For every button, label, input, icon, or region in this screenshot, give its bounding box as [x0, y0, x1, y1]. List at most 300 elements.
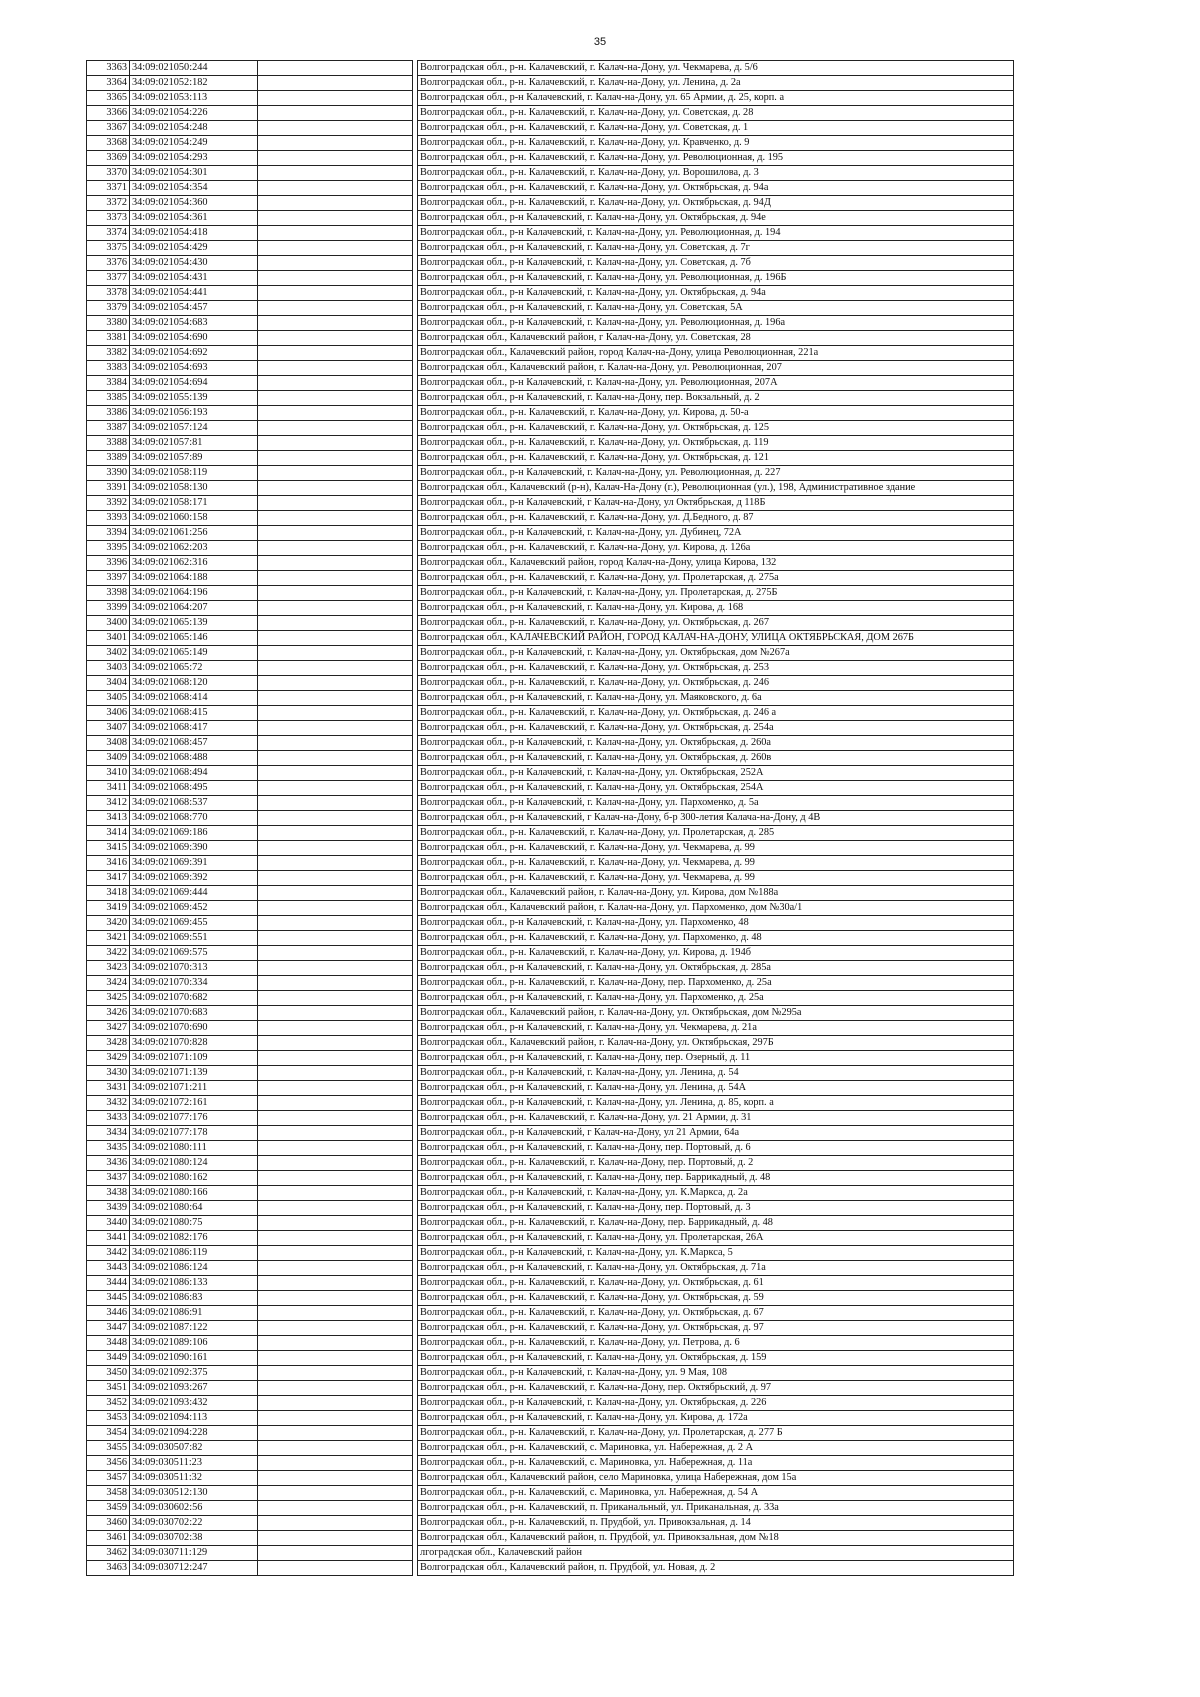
empty-cell	[258, 1171, 413, 1186]
row-number-cell: 3446	[87, 1306, 130, 1321]
row-number-cell: 3440	[87, 1216, 130, 1231]
address-cell: Волгоградская обл., р-н. Калачевский, г. Калач-на-Дону, ул. Кирова, д. 126а	[418, 541, 1014, 556]
cadastral-number-cell: 34:09:030511:32	[130, 1471, 258, 1486]
row-number-cell: 3429	[87, 1051, 130, 1066]
table-row	[87, 376, 1165, 391]
empty-cell	[258, 1411, 413, 1426]
cadastral-number-cell: 34:09:021054:360	[130, 196, 258, 211]
cadastral-number-cell: 34:09:021054:457	[130, 301, 258, 316]
row-number-cell: 3458	[87, 1486, 130, 1501]
empty-cell	[258, 436, 413, 451]
row-number-cell: 3374	[87, 226, 130, 241]
registry-table	[86, 60, 1165, 1576]
empty-cell	[258, 616, 413, 631]
row-number-cell: 3432	[87, 1096, 130, 1111]
empty-cell	[258, 691, 413, 706]
empty-cell	[258, 871, 413, 886]
address-cell: Волгоградская обл., р-н. Калачевский, г. Калач-на-Дону, ул. Октябрьская, д. 246 а	[418, 706, 1014, 721]
tail-cell	[1014, 196, 1165, 211]
cadastral-number-cell: 34:09:021068:495	[130, 781, 258, 796]
table-row	[87, 1396, 1165, 1411]
cadastral-number-cell: 34:09:021069:452	[130, 901, 258, 916]
table-row	[87, 871, 1165, 886]
tail-cell	[1014, 961, 1165, 976]
table-row	[87, 1171, 1165, 1186]
cadastral-number-cell: 34:09:021086:119	[130, 1246, 258, 1261]
address-cell: Волгоградская обл., р-н. Калачевский, г. Калач-на-Дону, ул. Кирова, д. 50-а	[418, 406, 1014, 421]
address-cell: Волгоградская обл., р-н Калачевский, г Калач-на-Дону, ул Октябрьская, д 118Б	[418, 496, 1014, 511]
address-cell: Волгоградская обл., Калачевский район, г Калач-на-Дону, ул. Советская, 28	[418, 331, 1014, 346]
empty-cell	[258, 1366, 413, 1381]
row-number-cell: 3437	[87, 1171, 130, 1186]
empty-cell	[258, 226, 413, 241]
empty-cell	[258, 751, 413, 766]
address-cell: Волгоградская обл., Калачевский район, город Калач-на-Дону, улица Революционная, 221а	[418, 346, 1014, 361]
address-cell: Волгоградская обл., р-н. Калачевский, г. Калач-на-Дону, ул. Октябрьская, д. 67	[418, 1306, 1014, 1321]
address-cell: Волгоградская обл., р-н. Калачевский, г. Калач-на-Дону, ул. Чекмарева, д. 99	[418, 871, 1014, 886]
row-number-cell: 3422	[87, 946, 130, 961]
table-row	[87, 1381, 1165, 1396]
tail-cell	[1014, 361, 1165, 376]
empty-cell	[258, 556, 413, 571]
address-cell: лгоградская обл., Калачевский район	[418, 1546, 1014, 1561]
tail-cell	[1014, 1546, 1165, 1561]
row-number-cell: 3391	[87, 481, 130, 496]
empty-cell	[258, 121, 413, 136]
tail-cell	[1014, 901, 1165, 916]
row-number-cell: 3378	[87, 286, 130, 301]
empty-cell	[258, 916, 413, 931]
tail-cell	[1014, 1006, 1165, 1021]
row-number-cell: 3403	[87, 661, 130, 676]
cadastral-number-cell: 34:09:021054:694	[130, 376, 258, 391]
empty-cell	[258, 1006, 413, 1021]
empty-cell	[258, 391, 413, 406]
row-number-cell: 3443	[87, 1261, 130, 1276]
table-row	[87, 361, 1165, 376]
table-row	[87, 991, 1165, 1006]
address-cell: Волгоградская обл., р-н. Калачевский, г. Калач-на-Дону, ул. Чекмарева, д. 5/6	[418, 61, 1014, 76]
cadastral-number-cell: 34:09:021054:293	[130, 151, 258, 166]
address-cell: Волгоградская обл., р-н. Калачевский, г. Калач-на-Дону, ул. Октябрьская, д. 59	[418, 1291, 1014, 1306]
table-row	[87, 961, 1165, 976]
cadastral-number-cell: 34:09:021077:178	[130, 1126, 258, 1141]
table-row	[87, 391, 1165, 406]
row-number-cell: 3416	[87, 856, 130, 871]
tail-cell	[1014, 1276, 1165, 1291]
address-cell: Волгоградская обл., р-н. Калачевский, г. Калач-на-Дону, ул. Октябрьская, д. 125	[418, 421, 1014, 436]
tail-cell	[1014, 106, 1165, 121]
row-number-cell: 3417	[87, 871, 130, 886]
address-cell: Волгоградская обл., р-н. Калачевский, г. Калач-на-Дону, ул. Октябрьская, д. 121	[418, 451, 1014, 466]
table-row	[87, 1111, 1165, 1126]
address-cell: Волгоградская обл., р-н. Калачевский, г. Калач-на-Дону, ул. Ворошилова, д. 3	[418, 166, 1014, 181]
row-number-cell: 3428	[87, 1036, 130, 1051]
tail-cell	[1014, 1111, 1165, 1126]
tail-cell	[1014, 766, 1165, 781]
empty-cell	[258, 256, 413, 271]
table-row	[87, 901, 1165, 916]
row-number-cell: 3450	[87, 1366, 130, 1381]
tail-cell	[1014, 676, 1165, 691]
empty-cell	[258, 1306, 413, 1321]
cadastral-number-cell: 34:09:021054:301	[130, 166, 258, 181]
empty-cell	[258, 1441, 413, 1456]
empty-cell	[258, 1561, 413, 1576]
address-cell: Волгоградская обл., р-н Калачевский, г. Калач-на-Дону, пер. Вокзальный, д. 2	[418, 391, 1014, 406]
empty-cell	[258, 241, 413, 256]
cadastral-number-cell: 34:09:021069:551	[130, 931, 258, 946]
table-row	[87, 1276, 1165, 1291]
address-cell: Волгоградская обл., р-н Калачевский, г. Калач-на-Дону, ул. Октябрьская, д. 94е	[418, 211, 1014, 226]
tail-cell	[1014, 1126, 1165, 1141]
table-row	[87, 406, 1165, 421]
address-cell: Волгоградская обл., р-н. Калачевский, г. Калач-на-Дону, ул. Октябрьская, д. 94а	[418, 181, 1014, 196]
empty-cell	[258, 1351, 413, 1366]
table-row	[87, 106, 1165, 121]
cadastral-number-cell: 34:09:021062:203	[130, 541, 258, 556]
address-cell: Волгоградская обл., р-н. Калачевский, г. Калач-на-Дону, пер. Пархоменко, д. 25а	[418, 976, 1014, 991]
row-number-cell: 3419	[87, 901, 130, 916]
cadastral-number-cell: 34:09:021057:81	[130, 436, 258, 451]
row-number-cell: 3383	[87, 361, 130, 376]
empty-cell	[258, 421, 413, 436]
row-number-cell: 3452	[87, 1396, 130, 1411]
table-row	[87, 1321, 1165, 1336]
tail-cell	[1014, 781, 1165, 796]
tail-cell	[1014, 1396, 1165, 1411]
table-row	[87, 1531, 1165, 1546]
empty-cell	[258, 601, 413, 616]
cadastral-number-cell: 34:09:021072:161	[130, 1096, 258, 1111]
cadastral-number-cell: 34:09:021093:432	[130, 1396, 258, 1411]
address-cell: Волгоградская обл., р-н Калачевский, г. Калач-на-Дону, ул. К.Маркса, 5	[418, 1246, 1014, 1261]
table-row	[87, 616, 1165, 631]
table-row	[87, 436, 1165, 451]
address-cell: Волгоградская обл., р-н. Калачевский, г. Калач-на-Дону, пер. Портовый, д. 2	[418, 1156, 1014, 1171]
tail-cell	[1014, 1231, 1165, 1246]
row-number-cell: 3381	[87, 331, 130, 346]
table-row	[87, 661, 1165, 676]
tail-cell	[1014, 1501, 1165, 1516]
table-row	[87, 1351, 1165, 1366]
cadastral-number-cell: 34:09:021065:72	[130, 661, 258, 676]
row-number-cell: 3372	[87, 196, 130, 211]
table-row	[87, 1306, 1165, 1321]
address-cell: Волгоградская обл., р-н Калачевский, г. Калач-на-Дону, ул. Октябрьская, д. 159	[418, 1351, 1014, 1366]
address-cell: Волгоградская обл., р-н Калачевский, г. Калач-на-Дону, ул. Маяковского, д. 6а	[418, 691, 1014, 706]
table-row	[87, 631, 1165, 646]
address-cell: Волгоградская обл., Калачевский район, г. Калач-на-Дону, ул. Октябрьская, дом №295а	[418, 1006, 1014, 1021]
empty-cell	[258, 91, 413, 106]
cadastral-number-cell: 34:09:021087:122	[130, 1321, 258, 1336]
table-row	[87, 1486, 1165, 1501]
table-row	[87, 496, 1165, 511]
empty-cell	[258, 1456, 413, 1471]
row-number-cell: 3393	[87, 511, 130, 526]
cadastral-number-cell: 34:09:021068:494	[130, 766, 258, 781]
empty-cell	[258, 676, 413, 691]
tail-cell	[1014, 181, 1165, 196]
row-number-cell: 3439	[87, 1201, 130, 1216]
empty-cell	[258, 1381, 413, 1396]
table-row	[87, 916, 1165, 931]
row-number-cell: 3436	[87, 1156, 130, 1171]
row-number-cell: 3406	[87, 706, 130, 721]
row-number-cell: 3410	[87, 766, 130, 781]
empty-cell	[258, 151, 413, 166]
tail-cell	[1014, 871, 1165, 886]
tail-cell	[1014, 706, 1165, 721]
row-number-cell: 3366	[87, 106, 130, 121]
cadastral-number-cell: 34:09:021077:176	[130, 1111, 258, 1126]
table-row	[87, 856, 1165, 871]
address-cell: Волгоградская обл., р-н. Калачевский, г. Калач-на-Дону, ул. Советская, д. 1	[418, 121, 1014, 136]
row-number-cell: 3388	[87, 436, 130, 451]
tail-cell	[1014, 1261, 1165, 1276]
cadastral-number-cell: 34:09:030712:247	[130, 1561, 258, 1576]
cadastral-number-cell: 34:09:021054:361	[130, 211, 258, 226]
cadastral-number-cell: 34:09:021050:244	[130, 61, 258, 76]
cadastral-number-cell: 34:09:021054:692	[130, 346, 258, 361]
cadastral-number-cell: 34:09:021054:431	[130, 271, 258, 286]
tail-cell	[1014, 856, 1165, 871]
cadastral-number-cell: 34:09:021054:693	[130, 361, 258, 376]
empty-cell	[258, 886, 413, 901]
empty-cell	[258, 181, 413, 196]
row-number-cell: 3409	[87, 751, 130, 766]
address-cell: Волгоградская обл., р-н Калачевский, г. Калач-на-Дону, ул. 9 Мая, 108	[418, 1366, 1014, 1381]
cadastral-number-cell: 34:09:021065:149	[130, 646, 258, 661]
table-row	[87, 526, 1165, 541]
address-cell: Волгоградская обл., КАЛАЧЕВСКИЙ РАЙОН, ГОРОД КАЛАЧ-НА-ДОНУ, УЛИЦА ОКТЯБРЬСКАЯ, ДОМ 267Б	[418, 631, 1014, 646]
row-number-cell: 3407	[87, 721, 130, 736]
table-row	[87, 1546, 1165, 1561]
empty-cell	[258, 1036, 413, 1051]
cadastral-number-cell: 34:09:021061:256	[130, 526, 258, 541]
cadastral-number-cell: 34:09:030507:82	[130, 1441, 258, 1456]
page-number: 35	[593, 36, 607, 48]
row-number-cell: 3395	[87, 541, 130, 556]
tail-cell	[1014, 451, 1165, 466]
row-number-cell: 3442	[87, 1246, 130, 1261]
row-number-cell: 3414	[87, 826, 130, 841]
address-cell: Волгоградская обл., р-н Калачевский, г. Калач-на-Дону, ул. Советская, д. 7г	[418, 241, 1014, 256]
empty-cell	[258, 1231, 413, 1246]
empty-cell	[258, 376, 413, 391]
address-cell: Волгоградская обл., р-н. Калачевский, г. Калач-на-Дону, ул. Пролетарская, д. 285	[418, 826, 1014, 841]
address-cell: Волгоградская обл., р-н Калачевский, г. Калач-на-Дону, ул. Кирова, д. 168	[418, 601, 1014, 616]
cadastral-number-cell: 34:09:021054:248	[130, 121, 258, 136]
cadastral-number-cell: 34:09:021086:124	[130, 1261, 258, 1276]
address-cell: Волгоградская обл., Калачевский район, город Калач-на-Дону, улица Кирова, 132	[418, 556, 1014, 571]
cadastral-number-cell: 34:09:021090:161	[130, 1351, 258, 1366]
table-row	[87, 1186, 1165, 1201]
tail-cell	[1014, 76, 1165, 91]
table-row	[87, 706, 1165, 721]
table-row	[87, 1561, 1165, 1576]
tail-cell	[1014, 421, 1165, 436]
address-cell: Волгоградская обл., р-н. Калачевский, г. Калач-на-Дону, ул. Кравченко, д. 9	[418, 136, 1014, 151]
cadastral-number-cell: 34:09:021065:139	[130, 616, 258, 631]
cadastral-number-cell: 34:09:021068:415	[130, 706, 258, 721]
table-row	[87, 511, 1165, 526]
cadastral-number-cell: 34:09:021053:113	[130, 91, 258, 106]
row-number-cell: 3413	[87, 811, 130, 826]
row-number-cell: 3424	[87, 976, 130, 991]
empty-cell	[258, 961, 413, 976]
tail-cell	[1014, 346, 1165, 361]
address-cell: Волгоградская обл., р-н. Калачевский, г. Калач-на-Дону, ул. Д.Бедного, д. 87	[418, 511, 1014, 526]
address-cell: Волгоградская обл., р-н Калачевский, г. Калач-на-Дону, ул. Революционная, д. 194	[418, 226, 1014, 241]
row-number-cell: 3401	[87, 631, 130, 646]
cadastral-number-cell: 34:09:021070:683	[130, 1006, 258, 1021]
cadastral-number-cell: 34:09:021069:391	[130, 856, 258, 871]
address-cell: Волгоградская обл., р-н Калачевский, г. Калач-на-Дону, ул. Пархоменко, д. 5а	[418, 796, 1014, 811]
tail-cell	[1014, 601, 1165, 616]
empty-cell	[258, 796, 413, 811]
cadastral-number-cell: 34:09:021071:109	[130, 1051, 258, 1066]
row-number-cell: 3433	[87, 1111, 130, 1126]
tail-cell	[1014, 526, 1165, 541]
tail-cell	[1014, 841, 1165, 856]
address-cell: Волгоградская обл., р-н. Калачевский, с. Мариновка, ул. Набережная, д. 54 А	[418, 1486, 1014, 1501]
empty-cell	[258, 346, 413, 361]
table-row	[87, 646, 1165, 661]
cadastral-number-cell: 34:09:030512:130	[130, 1486, 258, 1501]
address-cell: Волгоградская обл., Калачевский район, г. Калач-на-Дону, ул. Пархоменко, дом №30а/1	[418, 901, 1014, 916]
tail-cell	[1014, 316, 1165, 331]
row-number-cell: 3449	[87, 1351, 130, 1366]
table-row	[87, 136, 1165, 151]
empty-cell	[258, 1396, 413, 1411]
empty-cell	[258, 526, 413, 541]
tail-cell	[1014, 1306, 1165, 1321]
row-number-cell: 3387	[87, 421, 130, 436]
address-cell: Волгоградская обл., р-н Калачевский, г Калач-на-Дону, б-р 300-летия Калача-на-Дону, д 4В	[418, 811, 1014, 826]
row-number-cell: 3412	[87, 796, 130, 811]
table-row	[87, 226, 1165, 241]
table-row	[87, 1066, 1165, 1081]
cadastral-number-cell: 34:09:021080:162	[130, 1171, 258, 1186]
empty-cell	[258, 1516, 413, 1531]
table-row	[87, 736, 1165, 751]
tail-cell	[1014, 1486, 1165, 1501]
tail-cell	[1014, 286, 1165, 301]
tail-cell	[1014, 586, 1165, 601]
cadastral-number-cell: 34:09:021068:414	[130, 691, 258, 706]
row-number-cell: 3400	[87, 616, 130, 631]
cadastral-number-cell: 34:09:021080:166	[130, 1186, 258, 1201]
tail-cell	[1014, 616, 1165, 631]
tail-cell	[1014, 211, 1165, 226]
table-row	[87, 1336, 1165, 1351]
row-number-cell: 3382	[87, 346, 130, 361]
row-number-cell: 3404	[87, 676, 130, 691]
cadastral-number-cell: 34:09:021086:133	[130, 1276, 258, 1291]
table-row	[87, 76, 1165, 91]
table-row	[87, 1261, 1165, 1276]
cadastral-number-cell: 34:09:021071:211	[130, 1081, 258, 1096]
empty-cell	[258, 1021, 413, 1036]
cadastral-number-cell: 34:09:021056:193	[130, 406, 258, 421]
table-row	[87, 886, 1165, 901]
address-cell: Волгоградская обл., р-н Калачевский, г. Калач-на-Дону, ул. Чекмарева, д. 21а	[418, 1021, 1014, 1036]
tail-cell	[1014, 541, 1165, 556]
tail-cell	[1014, 1156, 1165, 1171]
address-cell: Волгоградская обл., р-н Калачевский, г. Калач-на-Дону, ул. Революционная, 207А	[418, 376, 1014, 391]
address-cell: Волгоградская обл., р-н. Калачевский, г. Калач-на-Дону, ул. Октябрьская, д. 246	[418, 676, 1014, 691]
empty-cell	[258, 736, 413, 751]
address-cell: Волгоградская обл., р-н Калачевский, г. Калач-на-Дону, ул. Октябрьская, д. 226	[418, 1396, 1014, 1411]
table-row	[87, 751, 1165, 766]
tail-cell	[1014, 1381, 1165, 1396]
table-row	[87, 571, 1165, 586]
empty-cell	[258, 481, 413, 496]
address-cell: Волгоградская обл., р-н Калачевский, г. Калач-на-Дону, ул. Ленина, д. 54	[418, 1066, 1014, 1081]
empty-cell	[258, 811, 413, 826]
table-row	[87, 1231, 1165, 1246]
table-row	[87, 1291, 1165, 1306]
tail-cell	[1014, 1021, 1165, 1036]
table-row	[87, 931, 1165, 946]
table-row	[87, 1081, 1165, 1096]
cadastral-number-cell: 34:09:021065:146	[130, 631, 258, 646]
row-number-cell: 3456	[87, 1456, 130, 1471]
address-cell: Волгоградская обл., р-н Калачевский, г. Калач-на-Дону, ул. Дубинец, 72А	[418, 526, 1014, 541]
row-number-cell: 3375	[87, 241, 130, 256]
table-row	[87, 241, 1165, 256]
cadastral-number-cell: 34:09:030702:38	[130, 1531, 258, 1546]
row-number-cell: 3460	[87, 1516, 130, 1531]
cadastral-number-cell: 34:09:021082:176	[130, 1231, 258, 1246]
cadastral-number-cell: 34:09:021070:313	[130, 961, 258, 976]
empty-cell	[258, 901, 413, 916]
row-number-cell: 3399	[87, 601, 130, 616]
cadastral-number-cell: 34:09:030511:23	[130, 1456, 258, 1471]
table-row	[87, 1156, 1165, 1171]
cadastral-number-cell: 34:09:021055:139	[130, 391, 258, 406]
tail-cell	[1014, 496, 1165, 511]
tail-cell	[1014, 1366, 1165, 1381]
tail-cell	[1014, 1516, 1165, 1531]
address-cell: Волгоградская обл., р-н. Калачевский, г. Калач-на-Дону, пер. Октябрьский, д. 97	[418, 1381, 1014, 1396]
address-cell: Волгоградская обл., р-н Калачевский, г. Калач-на-Дону, ул. Пролетарская, 26А	[418, 1231, 1014, 1246]
cadastral-number-cell: 34:09:021060:158	[130, 511, 258, 526]
empty-cell	[258, 661, 413, 676]
cadastral-number-cell: 34:09:021054:441	[130, 286, 258, 301]
cadastral-number-cell: 34:09:021068:770	[130, 811, 258, 826]
table-row	[87, 421, 1165, 436]
empty-cell	[258, 166, 413, 181]
tail-cell	[1014, 976, 1165, 991]
address-cell: Волгоградская обл., р-н Калачевский, г. Калач-на-Дону, ул. Октябрьская, д. 260в	[418, 751, 1014, 766]
tail-cell	[1014, 1336, 1165, 1351]
tail-cell	[1014, 631, 1165, 646]
cadastral-number-cell: 34:09:030711:129	[130, 1546, 258, 1561]
address-cell: Волгоградская обл., р-н Калачевский, г. Калач-на-Дону, пер. Портовый, д. 3	[418, 1201, 1014, 1216]
tail-cell	[1014, 151, 1165, 166]
cadastral-number-cell: 34:09:021070:682	[130, 991, 258, 1006]
cadastral-number-cell: 34:09:021054:226	[130, 106, 258, 121]
table-row	[87, 556, 1165, 571]
row-number-cell: 3396	[87, 556, 130, 571]
table-row	[87, 841, 1165, 856]
empty-cell	[258, 571, 413, 586]
table-row	[87, 1036, 1165, 1051]
row-number-cell: 3435	[87, 1141, 130, 1156]
row-number-cell: 3426	[87, 1006, 130, 1021]
